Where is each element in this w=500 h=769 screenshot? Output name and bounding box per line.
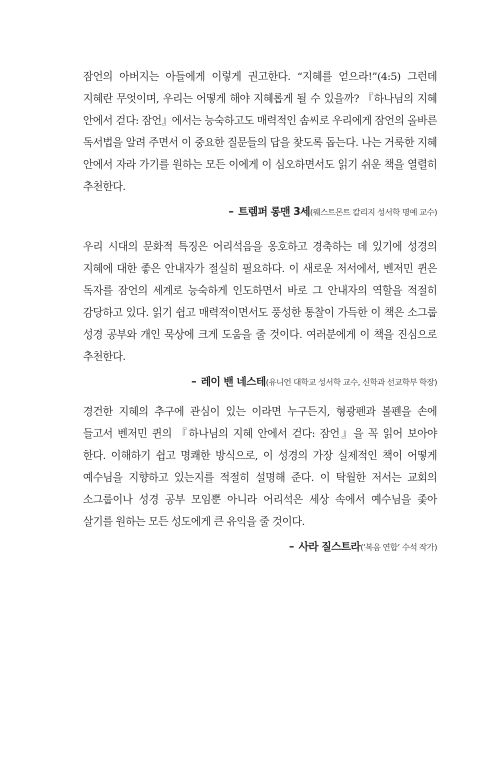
endorser-attribution <box>83 200 437 222</box>
endorsement-text: 경건한 지혜의 추구에 관심이 있는 이라면 누구든지, 형광펜과 볼펜을 손에 들고서 벤저민 퀸의 『하나님의 지혜 안에서 걷다: 잠언』을 꼭 읽어 보아야 한다. 이해하기 쉽고 명쾌한 방식으로, 이 성경의 가장 실제적인 책이 어떻게 예수님을 지향하고 있는지를 적절히 설명해 준다. 이 탁월한 저서는 교회의 소그룹이나 성경 공부 모임뿐 아니라 어리석은 세상 속에서 예수님을 좇아 살기를 원하는 모든 성도에게 큰 유익을 줄 것이다. <box>83 406 437 528</box>
endorsement-text: 우리 시대의 문화적 특징은 어리석음을 옹호하고 경축하는 데 있기에 성경의 지혜에 대한 좋은 안내자가 절실히 필요하다. 이 새로운 저서에서, 벤저민 퀸은 독자를 잠언의 세계로 능숙하게 인도하면서 바로 그 안내자의 역할을 적절히 감당하고 있다. 읽기 쉽고 매력적이면서도 풍성한 통찰이 가득한 이 책은 소그룹 성경 공부와 개인 묵상에 크게 도움을 줄 것이다. 여러분에게 이 책을 진심으로 추천한다. <box>83 241 437 363</box>
endorsement-zylstra <box>83 401 437 557</box>
endorser-role: (‘복음 연합’ 수석 작가) <box>360 542 437 552</box>
endorser-name: 사라 질스트라 <box>298 541 361 553</box>
endorser-attribution <box>83 370 437 392</box>
attribution-dash: – <box>289 541 294 553</box>
endorser-role: (유니언 대학교 성서학 교수, 신학과 선교학부 학장) <box>265 377 437 387</box>
attribution-dash: – <box>191 376 197 388</box>
endorser-role: (웨스트몬트 칼리지 성서학 명예 교수) <box>309 207 437 217</box>
endorsement-text: 잠언의 아버지는 아들에게 이렇게 권고한다. “지혜를 얻으라!”(4:5) 그런데 지혜란 무엇이며, 우리는 어떻게 해야 지혜롭게 될 수 있을까? 『하나님의 지혜 안에서 걷다: 잠언』에서는 능숙하고도 매력적인 솜씨로 우리에게 잠언의 올바른 독서법을 알려 주면서 이 중요한 질문들의 답을 찾도록 돕는다. 나는 거룩한 지혜 안에서 자라 가기를 원하는 모든 이에게 이 심오하면서도 읽기 쉬운 책을 열렬히 추천한다. <box>83 71 437 193</box>
endorsement-van-neste <box>83 236 437 392</box>
endorser-attribution <box>83 535 437 557</box>
endorser-name: 트렘퍼 롱맨 3세 <box>238 206 310 218</box>
attribution-dash: – <box>228 206 234 218</box>
endorsement-longman <box>83 66 437 222</box>
endorser-name: 레이 밴 네스테 <box>200 376 266 388</box>
